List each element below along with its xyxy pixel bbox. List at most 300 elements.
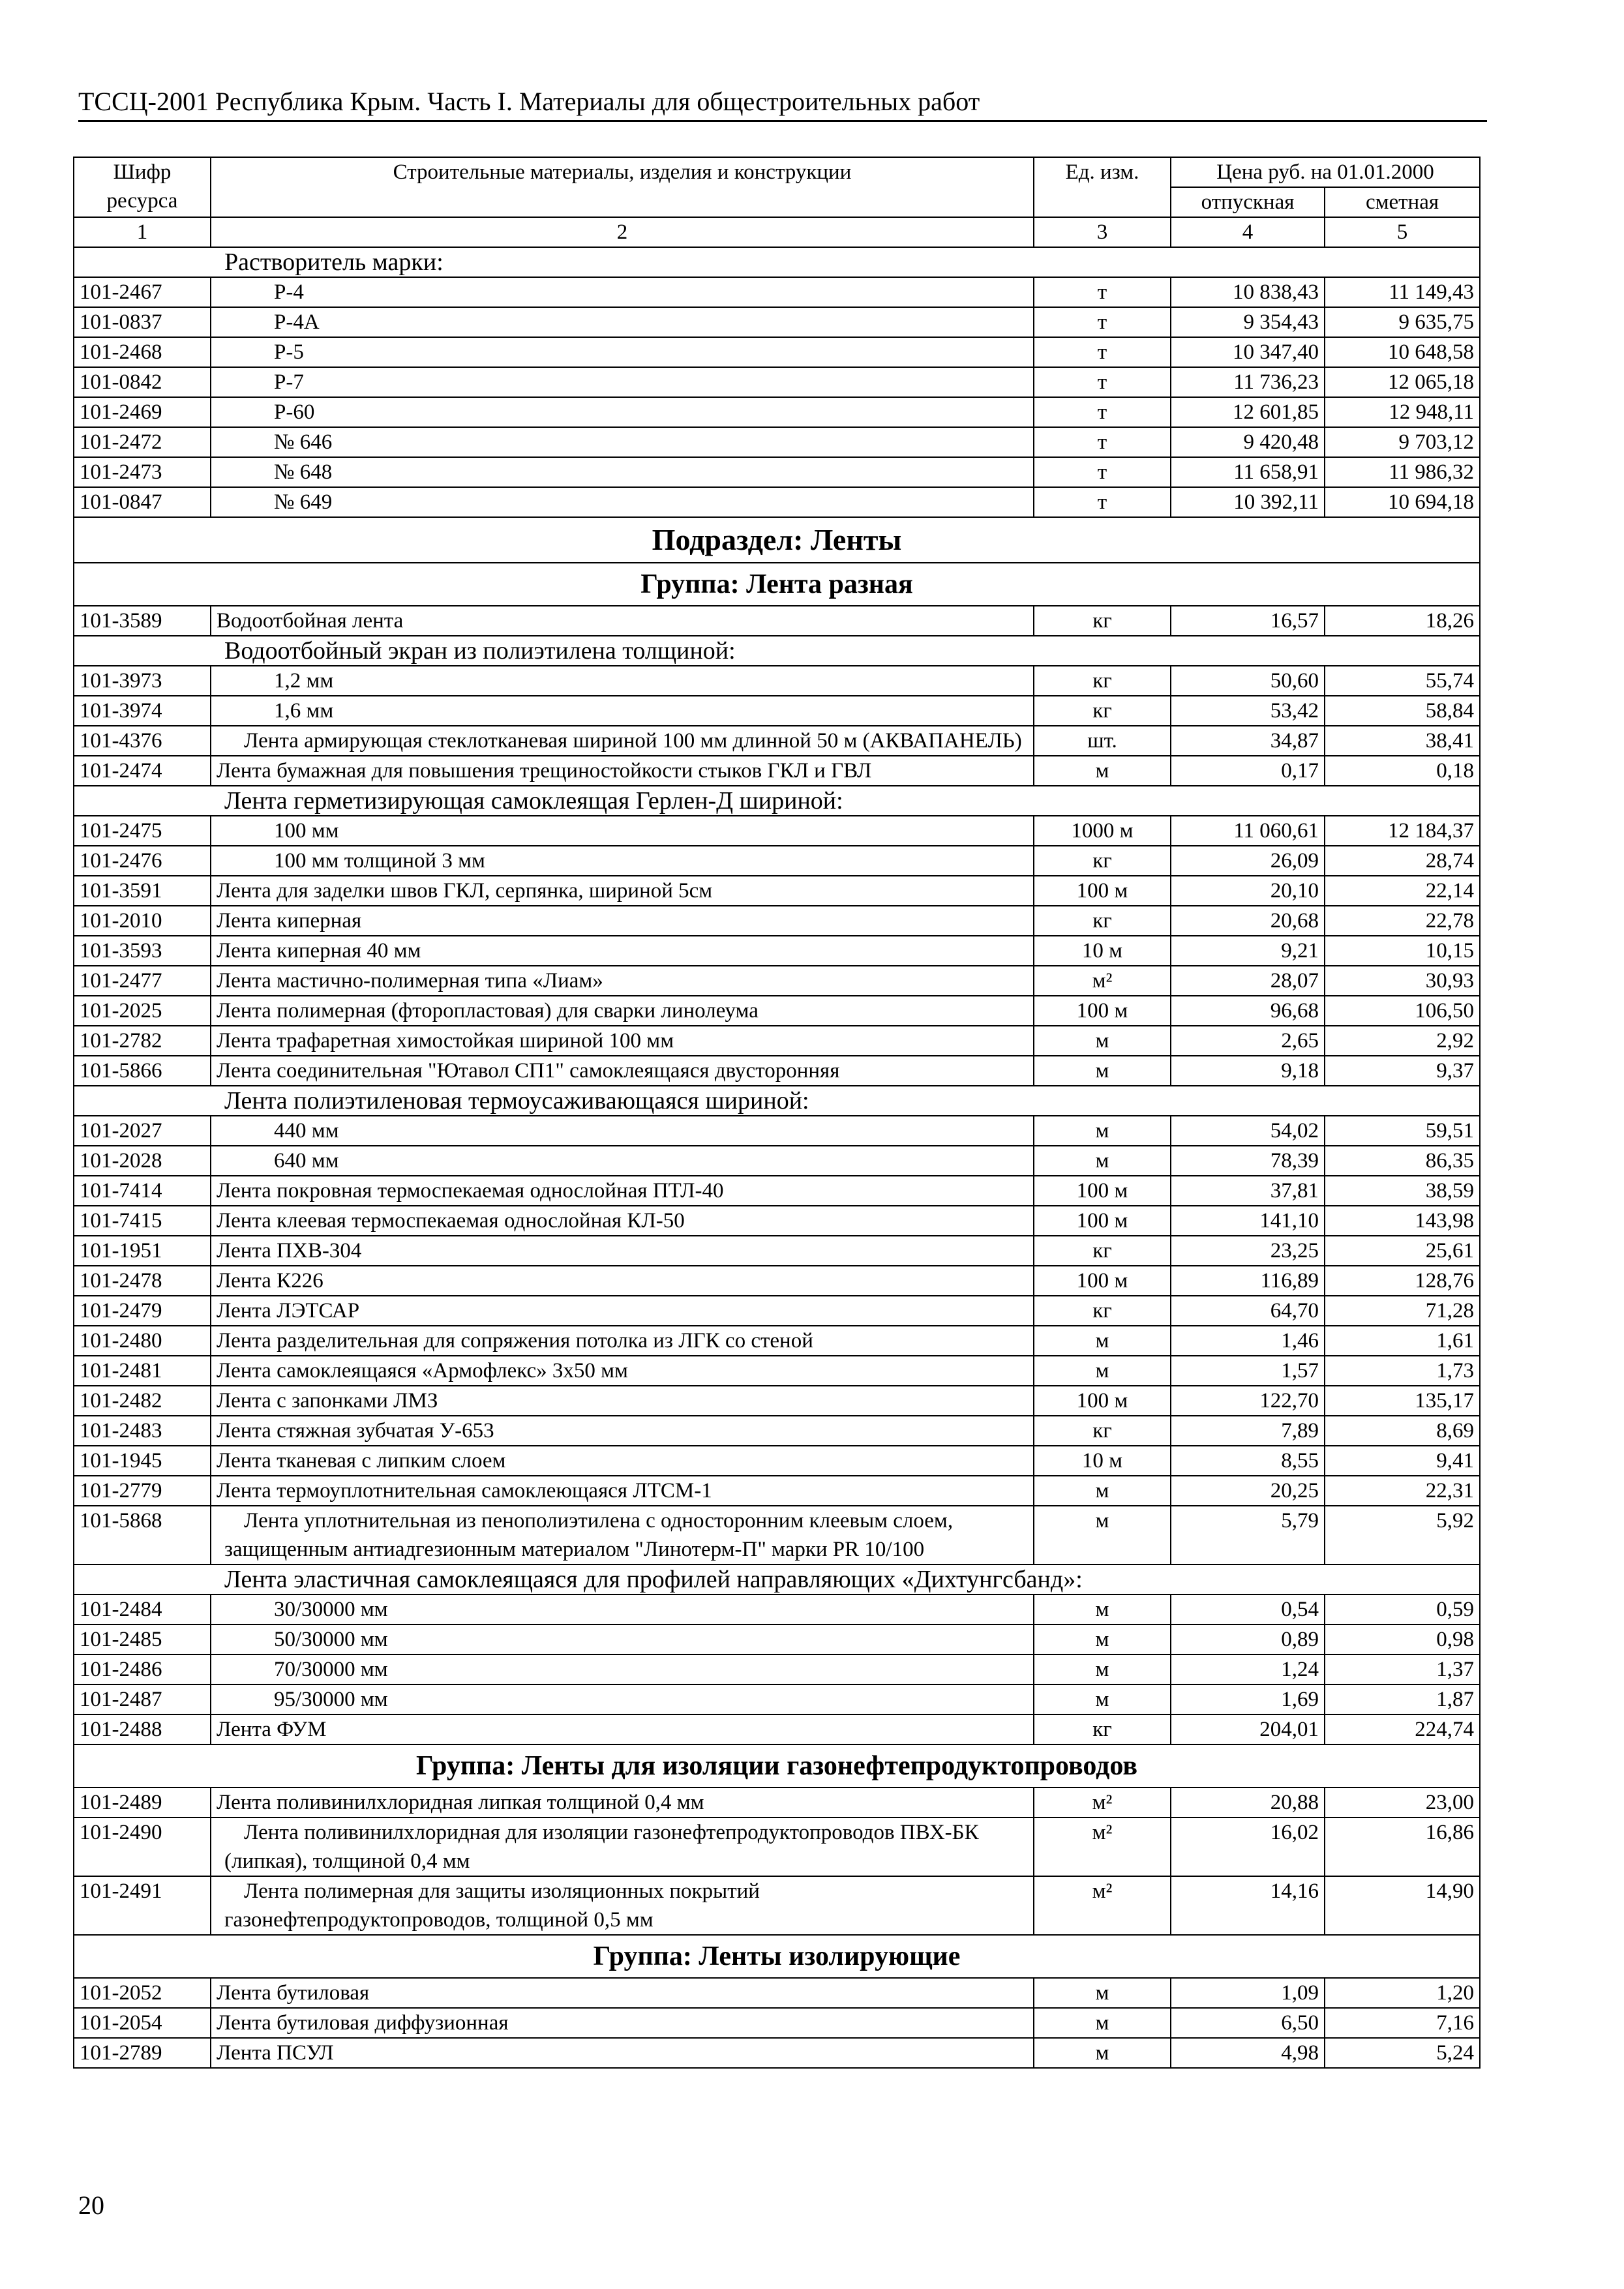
table-row (74, 1176, 1480, 1206)
material-name: 640 мм (211, 1146, 1034, 1176)
estimate-price: 12 948,11 (1325, 397, 1480, 427)
subgroup-heading: Лента эластичная самоклеящаяся для профилей направляющих «Дихтунгсбанд»: (74, 1564, 1480, 1594)
estimate-price: 9,37 (1325, 1056, 1480, 1086)
estimate-price: 9 635,75 (1325, 307, 1480, 337)
col-number-3: 3 (1034, 217, 1171, 247)
material-name: Лента армирующая стеклотканевая шириной 100 мм длинной 50 м (АКВАПАНЕЛЬ) (211, 726, 1034, 756)
col-header-price-release: отпускная (1171, 187, 1325, 217)
material-name: № 646 (211, 427, 1034, 457)
table-row (74, 1624, 1480, 1654)
table-row (74, 756, 1480, 786)
unit-of-measure: кг (1034, 696, 1171, 726)
subgroup-heading-row (74, 786, 1480, 816)
subgroup-heading: Водоотбойный экран из полиэтилена толщиной: (74, 636, 1480, 666)
estimate-price: 55,74 (1325, 666, 1480, 696)
table-row (74, 427, 1480, 457)
material-name: Р-4 (211, 277, 1034, 307)
table-row (74, 726, 1480, 756)
resource-code: 101-2473 (74, 457, 211, 487)
unit-of-measure: т (1034, 487, 1171, 517)
estimate-price: 1,73 (1325, 1356, 1480, 1386)
unit-of-measure: м (1034, 1026, 1171, 1056)
estimate-price: 5,92 (1325, 1506, 1480, 1564)
material-name: Лента бутиловая (211, 1978, 1034, 2008)
resource-code: 101-2480 (74, 1326, 211, 1356)
table-row (74, 1236, 1480, 1266)
estimate-price: 106,50 (1325, 996, 1480, 1026)
table-row (74, 1476, 1480, 1506)
estimate-price: 10 694,18 (1325, 487, 1480, 517)
page-header: ТССЦ-2001 Республика Крым. Часть I. Материалы для общестроительных работ (78, 86, 1487, 122)
release-price: 14,16 (1171, 1876, 1325, 1935)
unit-of-measure: м (1034, 1684, 1171, 1714)
unit-of-measure: кг (1034, 906, 1171, 936)
release-price: 78,39 (1171, 1146, 1325, 1176)
release-price: 10 392,11 (1171, 487, 1325, 517)
table-row (74, 1296, 1480, 1326)
unit-of-measure: т (1034, 427, 1171, 457)
release-price: 141,10 (1171, 1206, 1325, 1236)
material-name: 95/30000 мм (211, 1684, 1034, 1714)
resource-code: 101-2478 (74, 1266, 211, 1296)
resource-code: 101-2487 (74, 1684, 211, 1714)
estimate-price: 0,18 (1325, 756, 1480, 786)
resource-code: 101-2028 (74, 1146, 211, 1176)
release-price: 20,68 (1171, 906, 1325, 936)
unit-of-measure: м (1034, 1506, 1171, 1564)
unit-of-measure: м (1034, 1624, 1171, 1654)
table-row (74, 1818, 1480, 1876)
table-row (74, 1326, 1480, 1356)
unit-of-measure: м (1034, 1978, 1171, 2008)
subgroup-heading: Растворитель марки: (74, 247, 1480, 277)
estimate-price: 1,61 (1325, 1326, 1480, 1356)
resource-code: 101-0847 (74, 487, 211, 517)
unit-of-measure: 100 м (1034, 996, 1171, 1026)
estimate-price: 9,41 (1325, 1446, 1480, 1476)
col-header-name: Строительные материалы, изделия и конструкции (211, 157, 1034, 217)
release-price: 54,02 (1171, 1116, 1325, 1146)
material-name: Лента поливинилхлоридная для изоляции газонефтепродуктопроводов ПВХ-БК (липкая), толщиной 0,4 мм (211, 1818, 1034, 1876)
group-heading: Группа: Ленты изолирующие (74, 1935, 1480, 1978)
resource-code: 101-3974 (74, 696, 211, 726)
resource-code: 101-2481 (74, 1356, 211, 1386)
resource-code: 101-2789 (74, 2038, 211, 2068)
estimate-price: 71,28 (1325, 1296, 1480, 1326)
release-price: 26,09 (1171, 846, 1325, 876)
unit-of-measure: м (1034, 1476, 1171, 1506)
resource-code: 101-2474 (74, 756, 211, 786)
unit-of-measure: 100 м (1034, 1386, 1171, 1416)
unit-of-measure: кг (1034, 606, 1171, 636)
group-heading: Группа: Ленты для изоляции газонефтепродуктопроводов (74, 1744, 1480, 1788)
estimate-price: 12 065,18 (1325, 367, 1480, 397)
unit-of-measure: 1000 м (1034, 816, 1171, 846)
material-name: 100 мм толщиной 3 мм (211, 846, 1034, 876)
estimate-price: 22,78 (1325, 906, 1480, 936)
resource-code: 101-2467 (74, 277, 211, 307)
release-price: 20,25 (1171, 1476, 1325, 1506)
resource-code: 101-1951 (74, 1236, 211, 1266)
subgroup-heading-row (74, 1086, 1480, 1116)
estimate-price: 128,76 (1325, 1266, 1480, 1296)
material-name: Лента полимерная для защиты изоляционных покрытий газонефтепродуктопроводов, толщиной 0,5 мм (211, 1876, 1034, 1935)
resource-code: 101-2479 (74, 1296, 211, 1326)
table-row (74, 397, 1480, 427)
price-table (73, 157, 1481, 2069)
estimate-price: 5,24 (1325, 2038, 1480, 2068)
section-heading-row (74, 517, 1480, 563)
resource-code: 101-3973 (74, 666, 211, 696)
release-price: 8,55 (1171, 1446, 1325, 1476)
unit-of-measure: шт. (1034, 726, 1171, 756)
release-price: 11 060,61 (1171, 816, 1325, 846)
resource-code: 101-2485 (74, 1624, 211, 1654)
table-row (74, 1654, 1480, 1684)
estimate-price: 28,74 (1325, 846, 1480, 876)
table-row (74, 2008, 1480, 2038)
material-name: Р-4А (211, 307, 1034, 337)
estimate-price: 1,87 (1325, 1684, 1480, 1714)
estimate-price: 58,84 (1325, 696, 1480, 726)
unit-of-measure: 100 м (1034, 876, 1171, 906)
table-row (74, 816, 1480, 846)
unit-of-measure: 10 м (1034, 1446, 1171, 1476)
table-row (74, 1356, 1480, 1386)
release-price: 16,57 (1171, 606, 1325, 636)
resource-code: 101-2010 (74, 906, 211, 936)
table-row (74, 1788, 1480, 1818)
release-price: 1,46 (1171, 1326, 1325, 1356)
material-name: Р-60 (211, 397, 1034, 427)
release-price: 4,98 (1171, 2038, 1325, 2068)
resource-code: 101-2482 (74, 1386, 211, 1416)
col-number-5: 5 (1325, 217, 1480, 247)
table-row (74, 1446, 1480, 1476)
table-body (74, 247, 1480, 2068)
release-price: 0,89 (1171, 1624, 1325, 1654)
unit-of-measure: м (1034, 1056, 1171, 1086)
resource-code: 101-7414 (74, 1176, 211, 1206)
table-row (74, 1714, 1480, 1744)
unit-of-measure: м (1034, 2008, 1171, 2038)
resource-code: 101-2052 (74, 1978, 211, 2008)
table-row (74, 1146, 1480, 1176)
subgroup-heading-row (74, 247, 1480, 277)
material-name: Лента поливинилхлоридная липкая толщиной 0,4 мм (211, 1788, 1034, 1818)
table-row (74, 2038, 1480, 2068)
resource-code: 101-3589 (74, 606, 211, 636)
material-name: Лента для заделки швов ГКЛ, серпянка, шириной 5см (211, 876, 1034, 906)
unit-of-measure: 100 м (1034, 1266, 1171, 1296)
release-price: 9,21 (1171, 936, 1325, 966)
resource-code: 101-3591 (74, 876, 211, 906)
material-name: Лента стяжная зубчатая У-653 (211, 1416, 1034, 1446)
release-price: 7,89 (1171, 1416, 1325, 1446)
col-header-price-estimate: сметная (1325, 187, 1480, 217)
release-price: 64,70 (1171, 1296, 1325, 1326)
unit-of-measure: т (1034, 397, 1171, 427)
estimate-price: 22,14 (1325, 876, 1480, 906)
material-name: Лента трафаретная химостойкая шириной 100 мм (211, 1026, 1034, 1056)
section-heading: Подраздел: Ленты (74, 517, 1480, 563)
release-price: 20,88 (1171, 1788, 1325, 1818)
estimate-price: 59,51 (1325, 1116, 1480, 1146)
resource-code: 101-0842 (74, 367, 211, 397)
col-number-4: 4 (1171, 217, 1325, 247)
table-row (74, 666, 1480, 696)
estimate-price: 18,26 (1325, 606, 1480, 636)
material-name: Лента разделительная для сопряжения потолка из ЛГК со стеной (211, 1326, 1034, 1356)
material-name: 30/30000 мм (211, 1594, 1034, 1624)
material-name: Лента К226 (211, 1266, 1034, 1296)
unit-of-measure: м (1034, 1654, 1171, 1684)
table-row (74, 1026, 1480, 1056)
release-price: 9 354,43 (1171, 307, 1325, 337)
estimate-price: 135,17 (1325, 1386, 1480, 1416)
resource-code: 101-2468 (74, 337, 211, 367)
material-name: 70/30000 мм (211, 1654, 1034, 1684)
estimate-price: 23,00 (1325, 1788, 1480, 1818)
unit-of-measure: м² (1034, 1788, 1171, 1818)
release-price: 2,65 (1171, 1026, 1325, 1056)
release-price: 1,09 (1171, 1978, 1325, 2008)
estimate-price: 7,16 (1325, 2008, 1480, 2038)
estimate-price: 9 703,12 (1325, 427, 1480, 457)
table-row (74, 1266, 1480, 1296)
release-price: 9,18 (1171, 1056, 1325, 1086)
material-name: 1,2 мм (211, 666, 1034, 696)
material-name: Лента соединительная "Ютавол СП1" самоклеящаяся двусторонняя (211, 1056, 1034, 1086)
resource-code: 101-2782 (74, 1026, 211, 1056)
unit-of-measure: 100 м (1034, 1176, 1171, 1206)
material-name: Р-7 (211, 367, 1034, 397)
unit-of-measure: 100 м (1034, 1206, 1171, 1236)
estimate-price: 2,92 (1325, 1026, 1480, 1056)
table-row (74, 1594, 1480, 1624)
estimate-price: 8,69 (1325, 1416, 1480, 1446)
table-row (74, 1684, 1480, 1714)
group-heading: Группа: Лента разная (74, 563, 1480, 606)
release-price: 1,57 (1171, 1356, 1325, 1386)
estimate-price: 1,37 (1325, 1654, 1480, 1684)
estimate-price: 22,31 (1325, 1476, 1480, 1506)
material-name: № 648 (211, 457, 1034, 487)
material-name: Р-5 (211, 337, 1034, 367)
material-name: 100 мм (211, 816, 1034, 846)
release-price: 116,89 (1171, 1266, 1325, 1296)
resource-code: 101-7415 (74, 1206, 211, 1236)
estimate-price: 1,20 (1325, 1978, 1480, 2008)
estimate-price: 30,93 (1325, 966, 1480, 996)
release-price: 1,69 (1171, 1684, 1325, 1714)
release-price: 50,60 (1171, 666, 1325, 696)
unit-of-measure: м (1034, 1146, 1171, 1176)
release-price: 11 658,91 (1171, 457, 1325, 487)
estimate-price: 11 149,43 (1325, 277, 1480, 307)
resource-code: 101-2489 (74, 1788, 211, 1818)
col-number-2: 2 (211, 217, 1034, 247)
release-price: 122,70 (1171, 1386, 1325, 1416)
resource-code: 101-1945 (74, 1446, 211, 1476)
release-price: 9 420,48 (1171, 427, 1325, 457)
table-row (74, 1206, 1480, 1236)
estimate-price: 0,59 (1325, 1594, 1480, 1624)
release-price: 20,10 (1171, 876, 1325, 906)
table-row (74, 906, 1480, 936)
group-heading-row (74, 563, 1480, 606)
material-name: Лента ФУМ (211, 1714, 1034, 1744)
material-name: Лента с запонками ЛМЗ (211, 1386, 1034, 1416)
table-row (74, 1876, 1480, 1935)
subgroup-heading-row (74, 636, 1480, 666)
table-row (74, 367, 1480, 397)
table-row (74, 966, 1480, 996)
estimate-price: 224,74 (1325, 1714, 1480, 1744)
release-price: 34,87 (1171, 726, 1325, 756)
release-price: 12 601,85 (1171, 397, 1325, 427)
page-number: 20 (78, 2191, 104, 2220)
estimate-price: 10 648,58 (1325, 337, 1480, 367)
resource-code: 101-2469 (74, 397, 211, 427)
table-row (74, 337, 1480, 367)
release-price: 37,81 (1171, 1176, 1325, 1206)
resource-code: 101-2486 (74, 1654, 211, 1684)
material-name: Лента полимерная (фторопластовая) для сварки линолеума (211, 996, 1034, 1026)
material-name: Лента покровная термоспекаемая однослойная ПТЛ-40 (211, 1176, 1034, 1206)
table-row (74, 996, 1480, 1026)
table-row (74, 606, 1480, 636)
unit-of-measure: м (1034, 1594, 1171, 1624)
table-row (74, 696, 1480, 726)
unit-of-measure: кг (1034, 846, 1171, 876)
material-name: 440 мм (211, 1116, 1034, 1146)
subgroup-heading: Лента герметизирующая самоклеящая Герлен-Д шириной: (74, 786, 1480, 816)
unit-of-measure: т (1034, 277, 1171, 307)
col-header-code: Шифр ресурса (74, 157, 211, 217)
table-row (74, 277, 1480, 307)
table-row (74, 1506, 1480, 1564)
material-name: Лента киперная (211, 906, 1034, 936)
estimate-price: 143,98 (1325, 1206, 1480, 1236)
unit-of-measure: м² (1034, 1818, 1171, 1876)
unit-of-measure: т (1034, 307, 1171, 337)
release-price: 10 838,43 (1171, 277, 1325, 307)
unit-of-measure: т (1034, 367, 1171, 397)
material-name: Лента термоуплотнительная самоклеющаяся ЛТСМ-1 (211, 1476, 1034, 1506)
estimate-price: 86,35 (1325, 1146, 1480, 1176)
group-heading-row (74, 1935, 1480, 1978)
material-name: Лента ЛЭТСАР (211, 1296, 1034, 1326)
release-price: 96,68 (1171, 996, 1325, 1026)
release-price: 10 347,40 (1171, 337, 1325, 367)
material-name: Водоотбойная лента (211, 606, 1034, 636)
table-row (74, 876, 1480, 906)
table-row (74, 457, 1480, 487)
release-price: 53,42 (1171, 696, 1325, 726)
resource-code: 101-2779 (74, 1476, 211, 1506)
unit-of-measure: м (1034, 1326, 1171, 1356)
material-name: Лента самоклеящаяся «Армофлекс» 3х50 мм (211, 1356, 1034, 1386)
resource-code: 101-2472 (74, 427, 211, 457)
table-row (74, 1416, 1480, 1446)
estimate-price: 38,41 (1325, 726, 1480, 756)
resource-code: 101-2475 (74, 816, 211, 846)
resource-code: 101-2477 (74, 966, 211, 996)
col-number-1: 1 (74, 217, 211, 247)
table-row (74, 487, 1480, 517)
resource-code: 101-0837 (74, 307, 211, 337)
resource-code: 101-4376 (74, 726, 211, 756)
unit-of-measure: м (1034, 756, 1171, 786)
table-row (74, 307, 1480, 337)
group-heading-row (74, 1744, 1480, 1788)
release-price: 16,02 (1171, 1818, 1325, 1876)
estimate-price: 11 986,32 (1325, 457, 1480, 487)
resource-code: 101-3593 (74, 936, 211, 966)
resource-code: 101-2488 (74, 1714, 211, 1744)
unit-of-measure: 10 м (1034, 936, 1171, 966)
release-price: 1,24 (1171, 1654, 1325, 1684)
resource-code: 101-2491 (74, 1876, 211, 1935)
table-row (74, 1978, 1480, 2008)
material-name: 1,6 мм (211, 696, 1034, 726)
release-price: 204,01 (1171, 1714, 1325, 1744)
resource-code: 101-2054 (74, 2008, 211, 2038)
material-name: Лента ПСУЛ (211, 2038, 1034, 2068)
material-name: Лента мастично-полимерная типа «Лиам» (211, 966, 1034, 996)
estimate-price: 16,86 (1325, 1818, 1480, 1876)
col-header-price: Цена руб. на 01.01.2000 (1171, 157, 1480, 187)
unit-of-measure: кг (1034, 1416, 1171, 1446)
estimate-price: 25,61 (1325, 1236, 1480, 1266)
table-row (74, 1056, 1480, 1086)
release-price: 28,07 (1171, 966, 1325, 996)
table-row (74, 846, 1480, 876)
material-name: Лента уплотнительная из пенополиэтилена с односторонним клеевым слоем, защищенным антиадгезионным материалом "Линотерм-П" марки PR 10/100 (211, 1506, 1034, 1564)
unit-of-measure: кг (1034, 666, 1171, 696)
release-price: 0,54 (1171, 1594, 1325, 1624)
unit-of-measure: м (1034, 1356, 1171, 1386)
release-price: 23,25 (1171, 1236, 1325, 1266)
resource-code: 101-2025 (74, 996, 211, 1026)
release-price: 0,17 (1171, 756, 1325, 786)
estimate-price: 12 184,37 (1325, 816, 1480, 846)
resource-code: 101-2490 (74, 1818, 211, 1876)
unit-of-measure: м (1034, 1116, 1171, 1146)
unit-of-measure: кг (1034, 1714, 1171, 1744)
unit-of-measure: м² (1034, 966, 1171, 996)
resource-code: 101-2476 (74, 846, 211, 876)
material-name: Лента тканевая с липким слоем (211, 1446, 1034, 1476)
estimate-price: 0,98 (1325, 1624, 1480, 1654)
material-name: № 649 (211, 487, 1034, 517)
release-price: 11 736,23 (1171, 367, 1325, 397)
unit-of-measure: т (1034, 337, 1171, 367)
unit-of-measure: м (1034, 2038, 1171, 2068)
table-row (74, 1116, 1480, 1146)
material-name: Лента бумажная для повышения трещиностойкости стыков ГКЛ и ГВЛ (211, 756, 1034, 786)
estimate-price: 38,59 (1325, 1176, 1480, 1206)
col-header-unit: Ед. изм. (1034, 157, 1171, 217)
unit-of-measure: кг (1034, 1296, 1171, 1326)
release-price: 6,50 (1171, 2008, 1325, 2038)
estimate-price: 14,90 (1325, 1876, 1480, 1935)
resource-code: 101-5866 (74, 1056, 211, 1086)
resource-code: 101-2483 (74, 1416, 211, 1446)
material-name: Лента клеевая термоспекаемая однослойная КЛ-50 (211, 1206, 1034, 1236)
table-row (74, 936, 1480, 966)
